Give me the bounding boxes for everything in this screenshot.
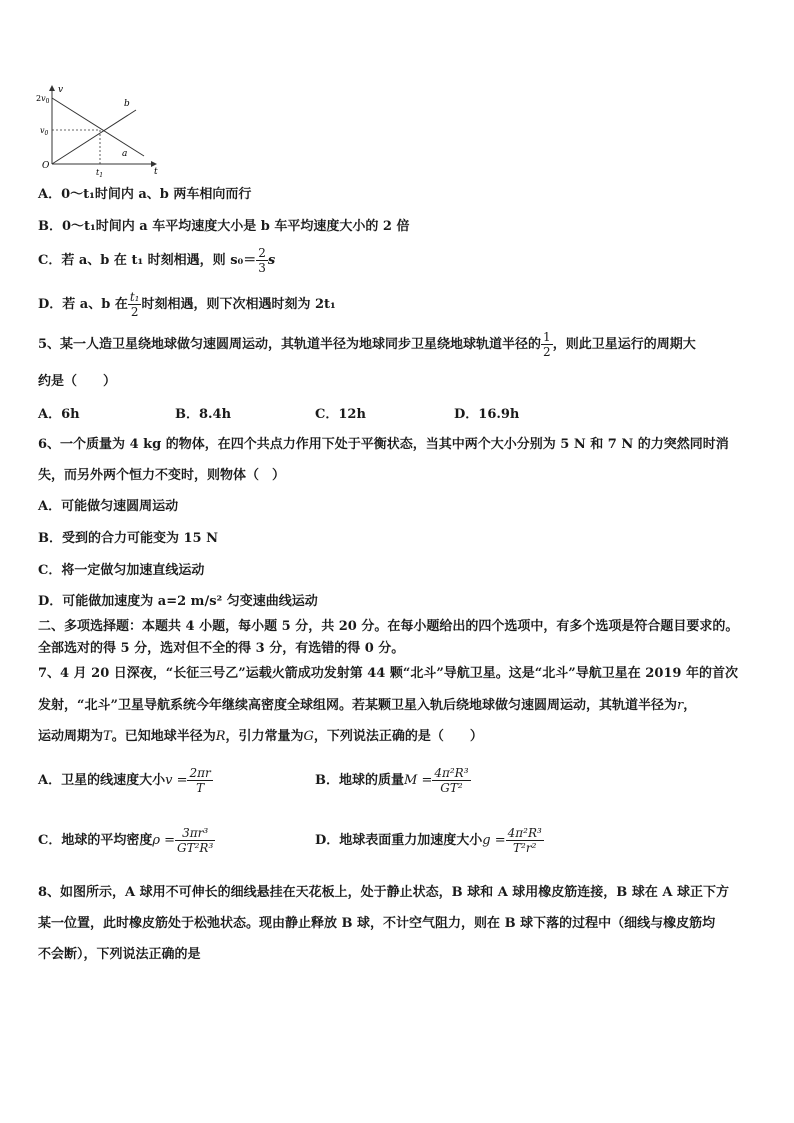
q7-line3-c: ，引力常量为: [225, 729, 304, 744]
q8-stem-line3: 不会断），下列说法正确的是: [38, 947, 201, 962]
q7-d-pre: D．地球表面重力加速度大小: [315, 833, 483, 848]
q4-c-prefix: C．若 a、b 在 t₁ 时刻相遇，则 s₀＝: [38, 253, 257, 268]
q4-c-num: 2: [258, 246, 266, 260]
q7-b-lhs: M =: [404, 773, 433, 788]
line-b-label: b: [124, 99, 130, 109]
q5-frac-den: 2: [543, 345, 551, 359]
q7-b-pre: B．地球的质量: [315, 773, 404, 788]
q6-stem-line1: 6、一个质量为 4 kg 的物体，在四个共点力作用下处于平衡状态，当其中两个大小分别为 5 N 和 7 N 的力突然同时消: [38, 437, 729, 452]
q5-stem-line1: [38, 330, 696, 359]
q4-c-fraction: [256, 246, 268, 275]
line-a-label: a: [122, 149, 128, 159]
q4-option-b: B．0～t₁时间内 a 车平均速度大小是 b 车平均速度大小的 2 倍: [38, 219, 410, 234]
q4-c-suffix: s: [267, 253, 276, 268]
section2-line1: 二、多项选择题：本题共 4 小题，每小题 5 分，共 20 分。在每小题给出的四个选项中，有多个选项是符合题目要求的。: [38, 619, 739, 634]
q4-c-den: 3: [258, 261, 266, 275]
q7-stem-line1: 7、4 月 20 日深夜，“长征三号乙”运载火箭成功发射第 44 颗“北斗”导航卫星。这是“北斗”导航卫星在 2019 年的首次: [38, 666, 739, 681]
q6-option-c: C．将一定做匀加速直线运动: [38, 563, 205, 578]
q7-c-fraction: [175, 826, 215, 855]
q5-option-c: C．12h: [315, 407, 366, 422]
v-axis-label: v: [58, 85, 64, 95]
q7-stem-line3: [38, 728, 483, 746]
tick-t1: $t_1$: [96, 168, 104, 179]
q7-d-lhs: g =: [482, 833, 506, 848]
q4-d-suffix: 时刻相遇，则下次相遇时刻为 2t₁: [141, 297, 336, 312]
q8-stem-line1: 8、如图所示，A 球用不可伸长的细线悬挂在天花板上，处于静止状态，B 球和 A 球用橡皮筋连接，B 球在 A 球正下方: [38, 885, 729, 900]
q4-option-c: [38, 246, 275, 275]
q5-fraction: [541, 330, 553, 359]
q7-var-G: G: [303, 729, 314, 744]
q5-option-d: D．16.9h: [454, 407, 520, 422]
q7-c-lhs: ρ =: [152, 833, 176, 848]
q7-c-pre: C．地球的平均密度: [38, 833, 153, 848]
q7-c-den: GT²R³: [177, 841, 214, 855]
q7-a-fraction: [187, 766, 212, 795]
q4-option-a: A．0～t₁时间内 a、b 两车相向而行: [38, 187, 252, 202]
section2-line2: 全部选对的得 5 分，选对但不全的得 3 分，有选错的得 0 分。: [38, 641, 405, 656]
q4-option-d: [38, 290, 336, 319]
q7-c-num: 3πr³: [175, 826, 215, 841]
q7-var-r: r: [676, 698, 684, 713]
q6-option-a: A．可能做匀速圆周运动: [38, 499, 179, 514]
q7-line3-b: 。已知地球半径为: [111, 729, 216, 744]
q4-d-den: 2: [130, 305, 139, 319]
q6-option-d: D．可能做加速度为 a=2 m/s² 匀变速曲线运动: [38, 594, 318, 609]
q6-option-b: B．受到的合力可能变为 15 N: [38, 531, 219, 546]
q7-a-den: T: [196, 781, 205, 795]
q7-a-lhs: v =: [165, 773, 188, 788]
q5-stem-post: ，则此卫星运行的周期大: [552, 337, 696, 352]
q7-a-num: 2πr: [189, 766, 211, 780]
q7-a-pre: A．卫星的线速度大小: [38, 773, 166, 788]
q5-option-a: A．6h: [38, 407, 80, 422]
q4-d-num: t₁: [129, 290, 140, 304]
q4-d-fraction: [128, 290, 142, 319]
q8-stem-line2: 某一位置，此时橡皮筋处于松弛状态。现由静止释放 B 球，不计空气阻力，则在 B 球下落的过程中（细线与橡皮筋均: [38, 916, 716, 931]
q7-line2-pre: 发射，“北斗”卫星导航系统今年继续高密度全球组网。若某颗卫星入轨后绕地球做匀速圆周运动，其轨道半径为: [38, 698, 677, 713]
vt-graph: [34, 82, 174, 182]
q7-option-c: [38, 826, 215, 855]
q6-stem-line2: 失，而另外两个恒力不变时，则物体（ ）: [38, 468, 286, 483]
q7-b-fraction: [432, 766, 470, 795]
q5-stem-line2: 约是（ ）: [38, 374, 117, 389]
t-axis-label: t: [154, 167, 158, 177]
line-a: [52, 98, 144, 156]
q5-frac-num: 1: [543, 330, 551, 344]
q4-d-prefix: D．若 a、b 在: [38, 297, 128, 312]
q7-line2-post: ，: [683, 698, 697, 713]
q7-d-num: 4π²R³: [507, 826, 542, 840]
tick-v0: $v_0$: [40, 126, 49, 137]
q7-line3-a: 运动周期为: [38, 729, 104, 744]
q7-option-b: [315, 766, 471, 795]
origin-label: O: [42, 161, 50, 171]
q7-d-den: T²r²: [513, 841, 537, 855]
q7-line3-d: ，下列说法正确的是（ ）: [313, 729, 483, 744]
q7-b-num: 4π²R³: [434, 766, 469, 780]
q7-d-fraction: [506, 826, 544, 855]
q7-var-T: T: [103, 729, 112, 744]
q7-option-d: [315, 826, 544, 855]
q5-option-b: B．8.4h: [175, 407, 232, 422]
tick-2v0: $2v_0$: [36, 94, 50, 105]
q7-var-R: R: [215, 729, 226, 744]
q7-option-a: [38, 766, 213, 795]
q5-stem-pre: 5、某一人造卫星绕地球做匀速圆周运动，其轨道半径为地球同步卫星绕地球轨道半径的: [38, 337, 542, 352]
q7-stem-line2: [38, 697, 696, 715]
q7-b-den: GT²: [440, 781, 463, 795]
